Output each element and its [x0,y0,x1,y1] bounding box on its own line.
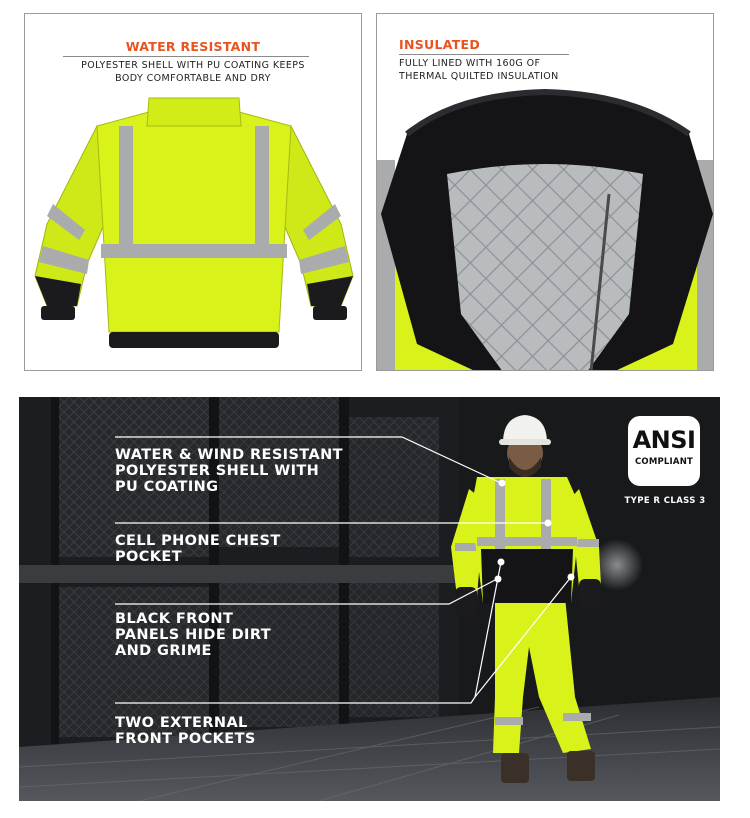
ansi-badge-title: ANSI [632,426,696,454]
feature-title: INSULATED [399,37,481,52]
feature-description: POLYESTER SHELL WITH PU COATING KEEPS BODY COMFORTABLE AND DRY [81,60,305,84]
feature-title: WATER RESISTANT [125,39,261,54]
callout-shell: WATER & WIND RESISTANT POLYESTER SHELL WITH PU COATING [115,447,343,495]
ansi-badge [628,416,700,486]
feature-card-insulated [376,13,714,371]
callout-black-panels: BLACK FRONT PANELS HIDE DIRT AND GRIME [115,611,272,659]
callout-front-pockets: TWO EXTERNAL FRONT POCKETS [115,715,256,747]
worker-banner [19,397,720,801]
jacket-back-image [25,14,362,371]
ansi-badge-subtitle: COMPLIANT [634,457,694,467]
callout-phone-pocket: CELL PHONE CHEST POCKET [115,533,281,565]
ansi-type-class: TYPE R CLASS 3 [624,496,706,506]
feature-card-water-resistant [24,13,362,371]
title-divider [399,54,569,55]
feature-description: FULLY LINED WITH 160G OF THERMAL QUILTED INSULATION [399,58,559,82]
